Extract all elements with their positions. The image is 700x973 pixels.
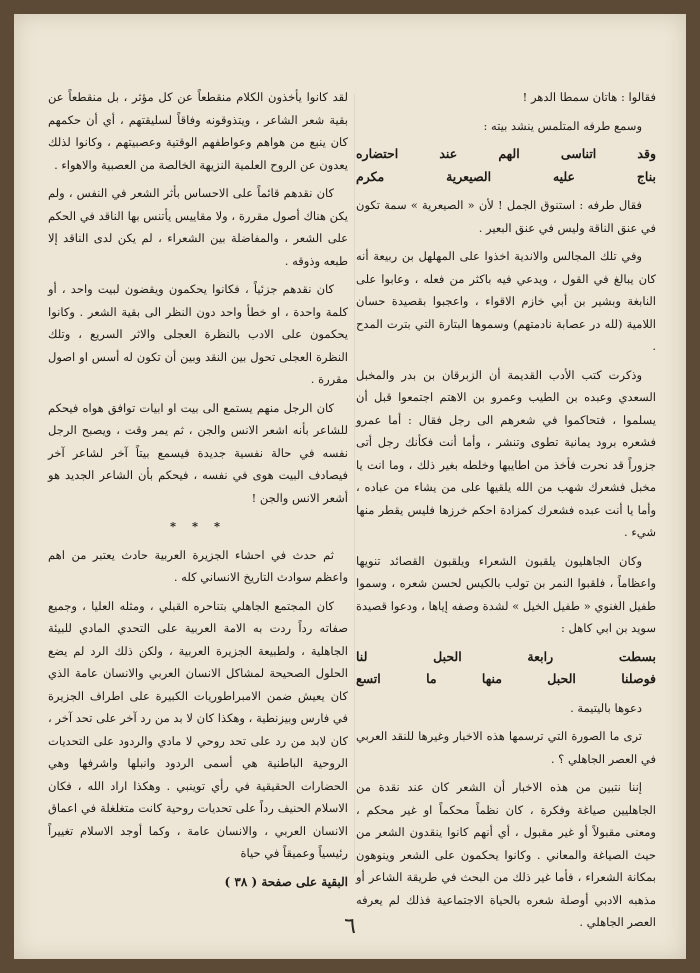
- paragraph: لقد كانوا يأخذون الكلام منقطعاً عن كل مؤثر ، بل منقطعاً عن بقية شعر الشاعر ، ويتذوقونه وفاقاً لسليقتهم ، أي أن حكمهم كان ينبع من هواهم وعواطفهم الوقتية وعصبيتهم ، وكانوا لذلك يعدون عن الروح العلمية النزيهة الخالصة من العصبية والاهواء .: [48, 90, 348, 172]
- paragraph: وفي تلك المجالس والاندية اخذوا على المهلهل بن ربيعة أنه كان يبالغ في القول ، ويدعي فيه باكثر من فعله ، وعابوا على النابغة وبشير بن أبي خازم الاقواء ، واعجبوا بقصيدة حسان اللامية (لله در عصابة نادمتهم) وسموها البتارة التي بترت المدح .: [356, 249, 656, 353]
- paragraph: كان المجتمع الجاهلي بتناحره القبلي ، ومثله العليا ، وجميع صفاته رداً ردت به الامة العربية على التحدي المادي للبيئة الجاهلية ، ولطبيعة الجزيرة العربية ، ولكن ذلك الرد لم يضع الحلول الصحيحة لمشاكل الانسان العربي والانسان عامة الذي كان يعيش ضمن الامبراطوريات الكبيرة على اطراف الجزيرة في فارس وبيزنطية ، وهكذا كان لا بد من رد آخر على تحد آخر ، كان لابد من رد على تحد روحي لا مادي والردود على التحديات الروحية الباطنية هي أسمى الردود وانبلها واشرفها وهي الحضارات الحقيقية في رأي توينبي . وهكذا اراد الله ، فكان الاسلام الحنيف رداً على تحديات روحية كانت متغلغلة في اعماق الانسان العربي ، والانسان عامة ، وكما أوجد الاسلام تغييراً رئيسياً وعميقاً في حياة: [48, 598, 348, 860]
- paragraph: كان نقدهم جزئياً ، فكانوا يحكمون ويقضون لبيت واحد ، أو كلمة واحدة ، او خطأ واحد دون النظر الى بقية الشعر . وكانوا يحكمون على الادب بالنظرة العجلى والاثر السريع ، وتلك النظرة العجلى تحول بين النقد وبين أن تكون له أسس او اصول مقررة .: [48, 282, 348, 386]
- paragraph: وكان الجاهليون يلقبون الشعراء ويلقبون القصائد تنويها واعظاماً ، فلقبوا النمر بن تولب بالكيس لحسن شعره ، وسموا طفيل الغنوي « طفيل الخيل » لشدة وصفه إياها ، ودعوا قصيدة سويد بن ابي كاهل :: [356, 553, 656, 635]
- paragraph: وسمع طرفه المتلمس ينشد بيته :: [483, 118, 642, 133]
- paragraph: كان الرجل منهم يستمع الى بيت او ابيات توافق هواه فيحكم للشاعر بأنه اشعر الانس والجن ، ثم يمر وقت ، ويصبح الرجل نفسه في حالة نفسية جديدة فيسمع بيتاً آخر لشاعر آخر فيصادف البيت هوى في نفسه ، فيحكم بأن الشاعر الجديد هو أشعر الانس والجن !: [48, 400, 348, 505]
- page-number: ٦: [344, 914, 356, 939]
- document-page: [14, 14, 686, 959]
- paragraph: إننا نتبين من هذه الاخبار أن الشعر كان عند نقدة من الجاهليين صياغة وفكرة ، كان نظماً محكماً او غير محكم ، ومعنى مقبولاً أو غير مقبول ، أي أنهم كانوا ينقدون الشعر من حيث الصياغة والمعاني . وكانوا يحكمون على الشعر وينوهون بمكانة الشعراء ، فأما غير ذلك من البحث في طريقة الشاعر أو مذهبه الادبي أوصلة شعره بالحياة الاجتماعية فذلك لم يعرفه العصر الجاهلي .: [356, 780, 656, 929]
- verse: [356, 646, 656, 691]
- paragraph: كان نقدهم قائماً على الاحساس بأثر الشعر في النفس ، ولم يكن هناك أصول مقررة ، ولا مقاييس يأتنس بها الناقد في الحكم على الشعر ، والمفاضلة بين الشعراء ، لم يكن لدى الناقد إلا طبعه وذوقه .: [48, 186, 348, 268]
- paragraph: ثم حدث في احشاء الجزيرة العربية حادث يعتبر من اهم واعظم سوادث التاريخ الانساني كله .: [48, 547, 348, 584]
- paragraph: ترى ما الصورة التي ترسمها هذه الاخبار وغيرها للنقد العربي في العصر الجاهلي ؟ .: [356, 729, 656, 766]
- paragraph: فقالوا : هاتان سمطا الدهر !: [522, 90, 656, 104]
- paragraph: فقال طرفه : استنوق الجمل ! لأن « الصيعرية » سمة تكون في عنق الناقة وليس في عنق البعير .: [356, 198, 656, 235]
- paragraph: وذكرت كتب الأدب القديمة أن الزبرقان بن بدر والمخبل السعدي وعبده بن الطيب وعمرو بن الاهتم اجتمعوا قبل أن يسلموا ، فتحاكموا في شعرهم الى رجل فقال : أما عمرو فشعره برود يمانية تطوى وتنشر ، وأما أنت فكأنك رجل أتى جزوراً قد نحرت فأخذ من اطايبها وخلطه بغير ذلك ، وما انت يا مخبل فشعرك شهب من الله يلقيها على من يشاء من عباده ، وأما يا أنت عبده فشعرك كمزادة احكم خرزها فليس يقطر منها شيء .: [356, 367, 656, 539]
- continued-note: البقية على صفحة ( ٣٨ ): [224, 874, 348, 889]
- right-column: [356, 86, 656, 940]
- verse-line: فوصلنا الحبل منها ما اتسع: [356, 671, 656, 686]
- left-column: [48, 86, 348, 893]
- verse-line: بسطت رابعة الحبل لنا: [356, 648, 656, 664]
- column-divider: [354, 94, 355, 874]
- verse-line: بناج عليه الصيعرية مكرم: [356, 168, 656, 184]
- verse-line: وقد اتناسى الهم عند احتضاره: [356, 146, 656, 161]
- paragraph: دعوها باليتيمة .: [570, 700, 642, 715]
- section-separator: * * *: [169, 519, 227, 533]
- verse: [356, 143, 656, 188]
